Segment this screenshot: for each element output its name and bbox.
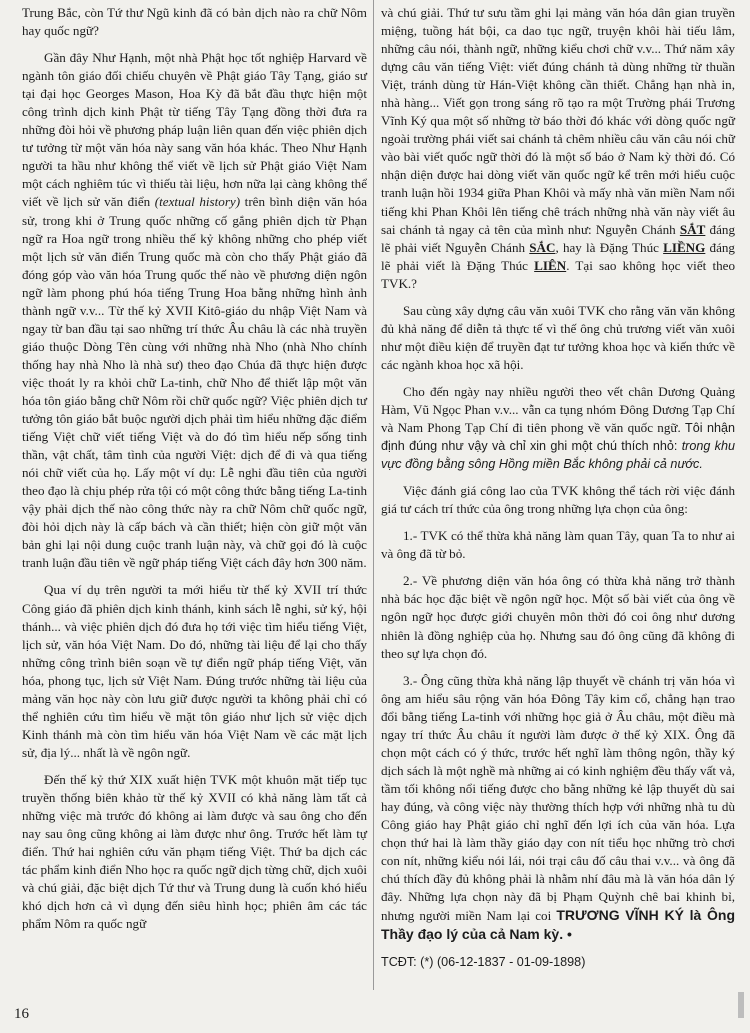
right-column [381, 4, 735, 980]
italic-note: trong khu vực đồng bằng sông Hồng miền Bắc không phải cả nước. [381, 439, 735, 472]
left-column [22, 4, 367, 942]
paragraph: Sau cùng xây dựng câu văn xuôi TVK cho rằng văn văn không đủ khả năng để diễn tả thực tế vì thế ông chủ trương viết văn xuôi như một điều kiện để truyền đạt tư tưởng khoa học và kiến thức về các ngành khoa học xã hội. [381, 302, 735, 372]
underlined-word: SẮC [529, 239, 556, 255]
list-item: 1.- TVK có thể thừa khả năng làm quan Tây, quan Ta to như ai và ông đã từ bỏ. [381, 528, 735, 562]
list-item: 2.- Về phương diện văn hóa ông có thừa khả năng trở thành nhà bác học đặc biệt về ngôn ngữ học. Một số bài viết của ông về ngôn ngữ học được giới chuyên môn thời đó coi ông như dương nhiên là đồng nghiệp của họ. Nhưng sau đó ông cũng đã không đi theo sự lựa chọn đó. [381, 573, 735, 661]
paragraph: Qua ví dụ trên người ta mới hiểu từ thế kỷ XVII trí thức Công giáo đã phiên dịch kinh thánh, kinh sách lễ nghi, sử ký, hội thánh... và việc phiên dịch đó đưa họ tới việc tìm hiểu tiếng Việt, lịch sử, văn hóa Việt Nam. Do đó, những tài liệu để lại cho thấy những công trình biên soạn về tự điển ngữ pháp tiếng Việt, văn hóa, phong tục, lịch sử Việt Nam. Đúng trước những tài liệu của mảng văn học này còn lưu giữ được người ta không phải chỉ có thể nghiên cứu tìm hiểu về mặt tôn giáo như lịch sử việc dịch Kinh thánh mà còn tìm hiểu văn hóa Việt Nam về các mặt lịch sử, địa lý... nhất là về ngôn ngữ. [22, 582, 367, 760]
underlined-word: SẮT [679, 221, 706, 237]
page-number: 16 [14, 1006, 29, 1022]
edge-mark [738, 992, 744, 1018]
list-item: 3.- Ông cũng thừa khả năng lập thuyết về chánh trị văn hóa vì ông am hiểu sâu rộng văn hóa Đông Tây kim cổ, chẳng hạn trao đổi bằng tiếng La-tinh với những học giả ở Âu châu, một điều mà ngay trí thức Âu châu ít người làm được ở thế kỷ XIX. Ông đã chọn một cách có ý thức, trước hết nghĩ làm thông ngôn, thầy ký dịch sách là một nghề mà những ai có kinh nghiệm đều thấy vất vả, tầm tối không nổi tiếng được cho bằng những kẻ lập thuyết dù sai hay đúng, và công việc này thường thích hợp với những nhà tu dù Công giáo hay Phật giáo chỉ nghĩ đến lợi ích của văn hóa. Lựa chọn thứ hai là làm thầy giáo dạy con nít tiểu học những trò chơi con nít, những kiểu nói lái, nói trại câu đố câu thai v.v... và ông đã chú thích đầy đủ không phải là nhằm nhí đâu mà là văn hóa dân lý đây. Những lựa chọn này đã bị Phạm Quỳnh chê bai khinh bỉ, nhưng người miền Nam lại coi TRƯƠNG VĨNH KÝ là Ông Thầy đạo lý của cả Nam kỳ. • [381, 672, 736, 943]
underlined-word: LIỀNG [663, 239, 706, 255]
footnote: TCĐT: (*) (06-12-1837 - 01-09-1898) [381, 955, 586, 970]
paragraph: Đến thế kỷ thứ XIX xuất hiện TVK một khuôn mặt tiếp tục truyền thống biên khảo từ thế kỷ XVII có khả năng làm tất cả những việc mà trước đó không ai làm được và sau ông cho đến nay sau ông cũng không ai làm được như ông. Trước hết làm tự điển. Thứ hai nghiên cứu văn phạm tiếng Việt. Thứ ba dịch các tác phẩm kinh điển Nho học ra quốc ngữ dịch từng chữ, dịch xuôi và chú giải, đặc biệt dịch Tứ thư và Trung dung là cuốn khó hiểu khó dịch hơn cả vì dụng đến siêu hình học; phiên âm các tác phẩm Nôm ra quốc ngữ [22, 771, 367, 932]
paragraph: Cho đến ngày nay nhiều người theo vết chân Dương Quảng Hàm, Vũ Ngọc Phan v.v... vẫn ca tụng nhóm Đông Dương Tạp Chí và Nam Phong Tạp Chí đi tiên phong về văn quốc ngữ. Tôi nhận định đúng như vậy và chỉ xin ghi một chú thích nhỏ: trong khu vực đồng bằng sông Hồng miền Bắc không phải cả nước. [381, 383, 735, 472]
paragraph: Trung Bắc, còn Tứ thư Ngũ kinh đã có bản dịch nào ra chữ Nôm hay quốc ngữ? [22, 5, 367, 39]
paragraph: Gần đây Như Hạnh, một nhà Phật học tốt nghiệp Harvard về ngành tôn giáo đối chiếu chuyên về Phật giáo Tây Tạng, giáo sư tại đại học Georges Mason, Hoa Kỳ đã bắt đầu thực hiện một công trình dịch kinh Phật từ tiếng Tây Tạng đồng thời đưa ra những đòi hỏi về phương pháp luận liên quan đến việc phiên dịch tư tưởng từ một văn hóa này sang văn hóa khác. Theo Như Hạnh người ta hầu như không thể viết về lịch sử Phật giáo Việt Nam một cách nghiêm túc vì thiếu tài liệu, hơn nữa lại càng không thể viết về lịch sử văn điển (textual history) trên bình diện văn hóa sử, trong khi ở Trung quốc những cố gắng phiên dịch từ Phạn ngữ ra Hoa ngữ trong nhiều thế kỷ không những cho phép viết một lịch sử văn điển Trung quốc mà còn cho thấy Phật giáo đã đóng góp vào văn hóa Trung quốc thế nào về phương diện ngôn ngữ làm phong phú hóa tiếng Trung Hoa bằng những hình ảnh thành ngữ v.v... Từ thế kỷ XVII Kitô-giáo du nhập Việt Nam và ngay từ ban đầu tại sao những trí thức Âu châu là các nhà truyền giáo thuộc Dòng Tên cùng với những nhà Nho (nhà Nho chính thống hay nhà Nho là nhà sư) theo đạo Chúa đã thực hiện được việc thoát ly ra khỏi chữ La-tinh, chữ Nho để thiết lập một văn hóa tôn giáo bằng chữ Nôm rồi chữ quốc ngữ? Việc phiên dịch tư tưởng tôn giáo bắt buộc người dịch phải tìm hiểu những đặc điểm tiếng Việt chữ viết tiếng Việt và do đó tìm hiểu nếp sống tinh thần, vật chất, tâm tình của người Việt: dịch để đi và qua tiếng nói chữ viết của họ. Lấy một ví dụ: Lễ nghi đầu tiên của người theo đạo là chịu phép rửa tội có một công thức bằng tiếng La-tinh vậy phải dịch thế nào công thức này ra chữ Nôm chữ quốc ngữ, đòi hỏi dịch này là cấp bách và cần thiết; hiện còn giữ một văn bản ghi lại nội dung cuộc tranh luận này, và chữ gọi đó là cuộc tranh luận đầu tiên về ngữ pháp tiếng Việt cách đây hơn 300 năm. [22, 50, 367, 571]
column-divider [373, 0, 374, 990]
paragraph: và chú giải. Thứ tư sưu tầm ghi lại mảng văn hóa dân gian truyền miệng, tuồng hát bội, ca dao tục ngữ, truyện khôi hài tiếu lâm, những câu nói, thành ngữ, những kiểu chơi chữ v.v... Thứ năm xây dựng câu văn tiếng Việt: viết đúng chánh tả dùng những từ thuần Việt, tránh dùng từ Hán-Việt không cần thiết. Chẳng hạn nhà in, nhà hàng... Viết gọn trong sáng rõ tạo ra một Trường phái Trương Vĩnh Ký qua một số những tờ báo thời đó khác với dòng quốc ngữ ngoài trường phái viết sai chánh tả chêm nhiều câu văn câu nói chữ vào bài viết quốc ngữ thời đó là một số báo ở Nam kỳ thời đó. Có nhận diện được hai dòng viết văn quốc ngữ kể trên mới hiểu cuộc tranh luận hồi 1934 giữa Phan Khôi và mấy nhà văn miền Nam nổi tiếng khi Phan Khôi lên tiếng chê trách những nhà văn này viết âu sai chánh tả ngay cả tên của mình như: Nguyễn Chánh SẮT đáng lẽ phải viết Nguyễn Chánh SẮC, hay là Đặng Thúc LIỀNG đáng lẽ phải viết là Đặng Thúc LIÊN. Tại sao không học viết theo TVK.? [381, 5, 735, 291]
emphasis-text: TRƯƠNG VĨNH KÝ là Ông Thầy đạo lý của cả Nam kỳ. • [381, 907, 736, 943]
paragraph: Việc đánh giá công lao của TVK không thể tách rời việc đánh giá tư cách trí thức của ông trong những lựa chọn của ông: [381, 483, 735, 517]
italic-term: (textual history) [154, 194, 241, 210]
underlined-word: LIÊN [534, 257, 567, 273]
